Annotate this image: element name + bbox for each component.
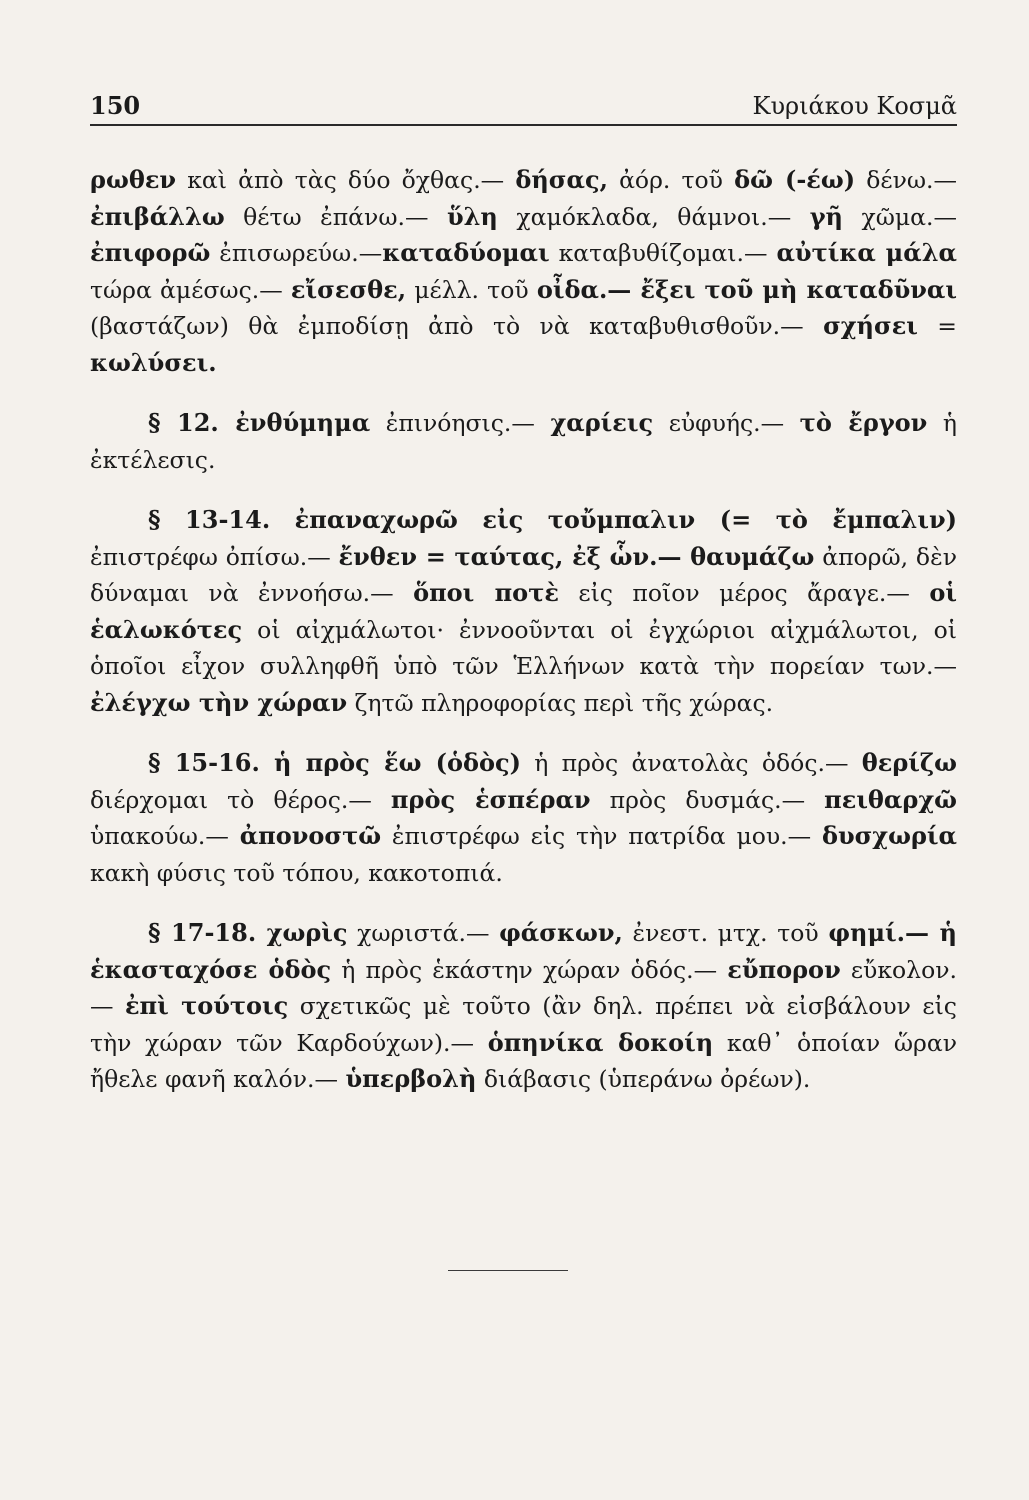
gloss-text: τώρα ἀμέσως.— [90, 275, 291, 304]
headword: ρωθεν [90, 165, 177, 194]
headword: ὕλη [446, 201, 498, 231]
gloss-text: ζητῶ πληροφορίας περὶ τῆς χώρας. [347, 688, 774, 717]
headword: ἐπὶ τούτοις [124, 991, 289, 1020]
headword: ἐπιφορῶ [90, 238, 211, 267]
headword: πρὸς ἑσπέραν [390, 784, 591, 814]
headword: οἱ ἑαλωκότες [90, 578, 957, 644]
headword: εἴσεσθε, [290, 274, 407, 304]
headword: ἐλέγχω τὴν χώραν [90, 687, 348, 717]
gloss-text: χωριστά.— [347, 919, 500, 947]
headword: πειθαρχῶ [824, 784, 957, 814]
headword: ὁπηνίκα δοκοίη [487, 1027, 714, 1057]
gloss-text: ὑπακούω.— [90, 822, 240, 850]
page-header [90, 92, 957, 126]
headword: δυσχωρία [821, 821, 957, 850]
header-rule [90, 124, 957, 126]
headword: ἔνθεν = ταύτας, ἐξ ὧν.— θαυμάζω [338, 541, 815, 571]
footnote-rule [448, 1270, 568, 1271]
gloss-text: εὔκολον.— [90, 955, 957, 1020]
running-title: Κυριάκου Κοσμᾶ [752, 92, 957, 120]
gloss-text: μέλλ. τοῦ [406, 275, 537, 304]
headword: αὐτίκα μάλα [776, 238, 958, 267]
paragraph-section-12 [90, 405, 957, 478]
gloss-text: ἡ ἐκτέλεσις. [90, 409, 957, 474]
headword: θερίζω [861, 748, 957, 777]
gloss-text: χῶμα.— [843, 202, 957, 231]
gloss-text: καθ᾽ ὁποίαν ὥραν ἤθελε φανῆ καλόν.— [90, 1028, 958, 1093]
headword: οἶδα.— ἔξει τοῦ μὴ καταδῦναι [536, 274, 957, 304]
headword: καταδύομαι [382, 238, 550, 267]
gloss-text: ἐπινόησις.— [370, 409, 551, 437]
headword: ὑπερβολὴ [345, 1064, 477, 1093]
paragraph-section-17-18 [90, 915, 957, 1098]
paragraph-section-13-14 [90, 502, 957, 721]
gloss-text: (βαστάζων) θὰ ἐμποδίσῃ ἀπὸ τὸ νὰ καταβυθισθοῦν.— [90, 312, 824, 340]
headword: ἐπιβάλλω [90, 201, 225, 231]
gloss-text: ἐπιστρέφω ὀπίσω.— [90, 542, 339, 571]
gloss-text: εἰς ποῖον μέρος ἄραγε.— [558, 579, 930, 607]
paragraph-continuation [90, 162, 957, 381]
gloss-text: ἀόρ. τοῦ [607, 166, 735, 194]
gloss-text: δένω.— [855, 166, 957, 194]
headword: εὔπορον [727, 954, 841, 984]
gloss-text: διέρχομαι τὸ θέρος.— [90, 785, 391, 814]
headword: φάσκων, [499, 918, 623, 947]
gloss-text: καταβυθίζομαι.— [549, 239, 777, 267]
gloss-text: ἀπορῶ, δὲν δύναμαι νὰ ἐννοήσω.— [90, 542, 957, 607]
gloss-text: σχετικῶς μὲ τοῦτο (ἂν δηλ. πρέπει νὰ εἰσβάλουν εἰς τὴν χώραν τῶν Καρδούχων).— [90, 992, 957, 1057]
gloss-text: ἐνεστ. μτχ. τοῦ [622, 919, 829, 947]
headword: φημί.— ἡ ἑκασταχόσε ὁδὸς [90, 918, 957, 984]
headword: ἀπονοστῶ [239, 821, 382, 850]
gloss-text: πρὸς δυσμάς.— [590, 785, 825, 814]
commentary-body [90, 162, 957, 1098]
gloss-text: διάβασις (ὑπεράνω ὀρέων). [476, 1065, 811, 1093]
gloss-text: ἡ πρὸς ἑκάστην χώραν ὁδός.— [331, 955, 728, 984]
headword: γῆ [809, 201, 843, 231]
gloss-text: οἱ αἰχμάλωτοι· ἐννοοῦνται οἱ ἐγχώριοι αἰχμάλωτοι, οἱ ὁποῖοι εἶχον συλληφθῆ ὑπὸ τῶν Ἑλλήνων κατὰ τὴν πορείαν των.— [90, 615, 957, 680]
gloss-text: ἡ πρὸς ἀνατολὰς ὁδός.— [520, 749, 862, 777]
page-number: 150 [90, 91, 141, 120]
headword: ὅποι ποτὲ [413, 578, 559, 607]
headword: δῶ (-έω) [734, 165, 856, 194]
gloss-text: κακὴ φύσις τοῦ τόπου, κακοτοπιά. [90, 858, 503, 887]
headword: § 17-18. χωρὶς [148, 918, 348, 947]
gloss-text: ἐπιστρέφω εἰς τὴν πατρίδα μου.— [381, 822, 822, 850]
paragraph-section-15-16 [90, 745, 957, 891]
gloss-text: καὶ ἀπὸ τὰς δύο ὄχθας.— [176, 166, 516, 194]
gloss-text: θέτω ἐπάνω.— [224, 202, 447, 231]
headword: τὸ ἔργον [799, 408, 928, 437]
headword: σχήσει [823, 311, 918, 340]
gloss-text: χαμόκλαδα, θάμνοι.— [497, 202, 810, 231]
gloss-text: εὐφυής.— [653, 409, 800, 437]
headword: § 12. ἐνθύμημα [148, 408, 371, 437]
headword: § 13-14. ἐπαναχωρῶ εἰς τοὔμπαλιν (= τὸ ἔμπαλιν) [148, 505, 957, 534]
gloss-text: = [917, 312, 957, 340]
headword: κωλύσει. [90, 347, 217, 377]
headword: χαρίεις [550, 408, 654, 437]
headword: § 15-16. ἡ πρὸς ἕω (ὁδὸς) [148, 748, 521, 777]
gloss-text: ἐπισωρεύω.— [210, 239, 383, 267]
headword: δήσας, [515, 165, 608, 194]
